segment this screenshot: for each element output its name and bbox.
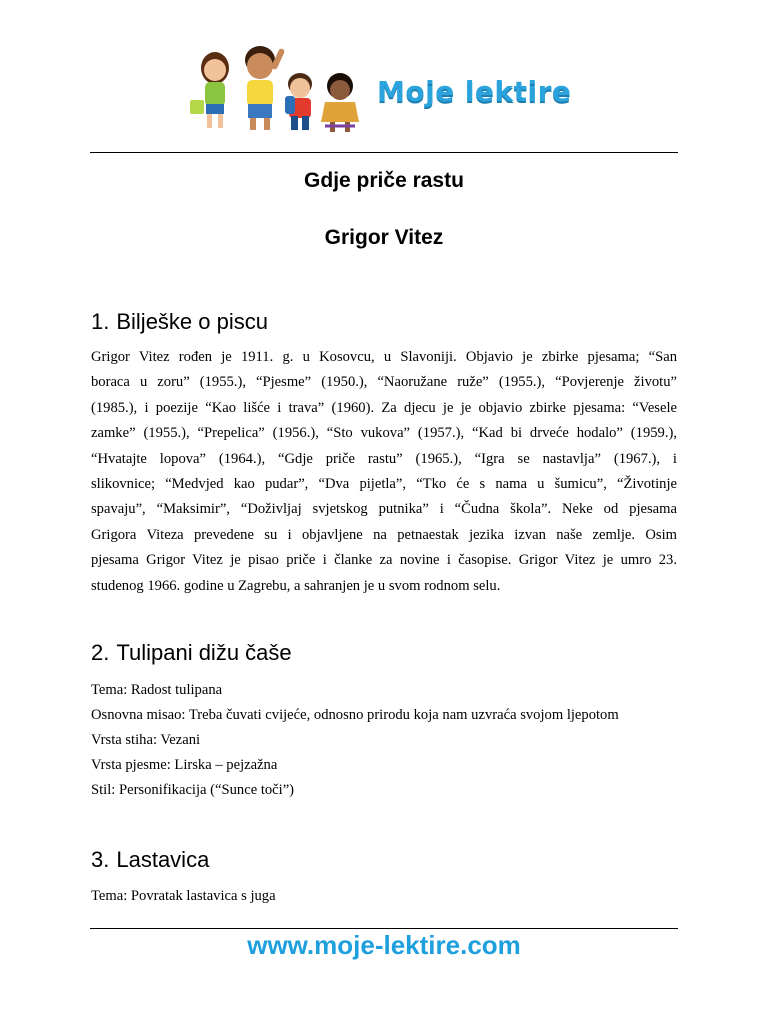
- section-heading-lastavica: [91, 847, 209, 873]
- detail-row-osnovna-misao: Osnovna misao: Treba čuvati cvijeće, odnosno prirodu koja nam uzvraća svojom ljepotom: [91, 707, 619, 723]
- site-logo[interactable]: [185, 40, 575, 135]
- document-title: Gdje priče rastu: [304, 169, 464, 192]
- logo-text: Moje lektire: [377, 75, 572, 108]
- paragraph-line: pjesama Grigor Vitez je pisao priče i članke za novine i časopise. Grigor Vitez je umro 23.: [91, 552, 677, 569]
- footer-website-link[interactable]: www.moje-lektire.com: [247, 930, 521, 960]
- document-author: Grigor Vitez: [324, 226, 444, 249]
- detail-row-tema: Tema: Radost tulipana: [91, 682, 223, 698]
- paragraph-line: studenog 1966. godine u Zagrebu, a sahranjen je u svom rodnom selu.: [91, 577, 501, 594]
- section-heading-tulipani: [91, 640, 292, 666]
- biography-paragraph: [91, 345, 677, 599]
- paragraph-line: slikovnice; “Medvjed kao pudar”, “Dva pijetla”, “Tko će s nama u šumicu”, “Životinje: [91, 476, 677, 493]
- paragraph-line: Grigor Vitez rođen je 1911. g. u Kosovcu, u Slavoniji. Objavio je zbirke pjesama; “San: [91, 349, 677, 365]
- paragraph-line: zamke” (1955.), “Prepelica” (1956.), “Sto vukova” (1957.), “Kad bi drveće hodalo” (1959.),: [91, 425, 677, 442]
- lastavica-details: [91, 884, 677, 909]
- section-number: 2.: [91, 640, 110, 665]
- detail-row-vrsta-pjesme: Vrsta pjesme: Lirska – pejzažna: [91, 757, 278, 773]
- paragraph-line: spavaju”, “Maksimir”, “Doživljaj svjetskog putnika” i “Čudna škola”. Neke od pjesama: [91, 501, 677, 518]
- section-title: Tulipani dižu čaše: [116, 640, 292, 665]
- header-divider: [90, 152, 678, 153]
- detail-row-tema: Tema: Povratak lastavica s juga: [91, 888, 276, 904]
- paragraph-line: Grigora Viteza prevedene su i objavljene na petnaestak jezika izvan naše zemlje. Osim: [91, 526, 677, 543]
- section-heading-biography: [91, 309, 268, 335]
- section-title: Bilješke o piscu: [116, 309, 268, 334]
- section-number: 3.: [91, 847, 110, 872]
- detail-row-stil: Stil: Personifikacija (“Sunce toči”): [91, 782, 295, 798]
- paragraph-line: boraca u zoru” (1955.), “Pjesme” (1950.), “Naoružane ruže” (1955.), “Povjerenje životu”: [91, 374, 677, 391]
- paragraph-line: “Hvatajte lopova” (1964.), “Gdje priče rastu” (1965.), “Igra se nastavlja” (1967.), i: [91, 450, 677, 467]
- paragraph-line: (1985.), i poezije “Kao lišće i trava” (1960). Za djecu je je objavio zbirke pjesama: “Vesele: [91, 399, 677, 416]
- section-title: Lastavica: [116, 847, 210, 872]
- footer-divider: [90, 928, 678, 929]
- tulipani-details: [91, 678, 677, 803]
- section-number: 1.: [91, 309, 110, 334]
- detail-row-vrsta-stiha: Vrsta stiha: Vezani: [91, 732, 201, 748]
- children-illustration-icon: [185, 40, 370, 135]
